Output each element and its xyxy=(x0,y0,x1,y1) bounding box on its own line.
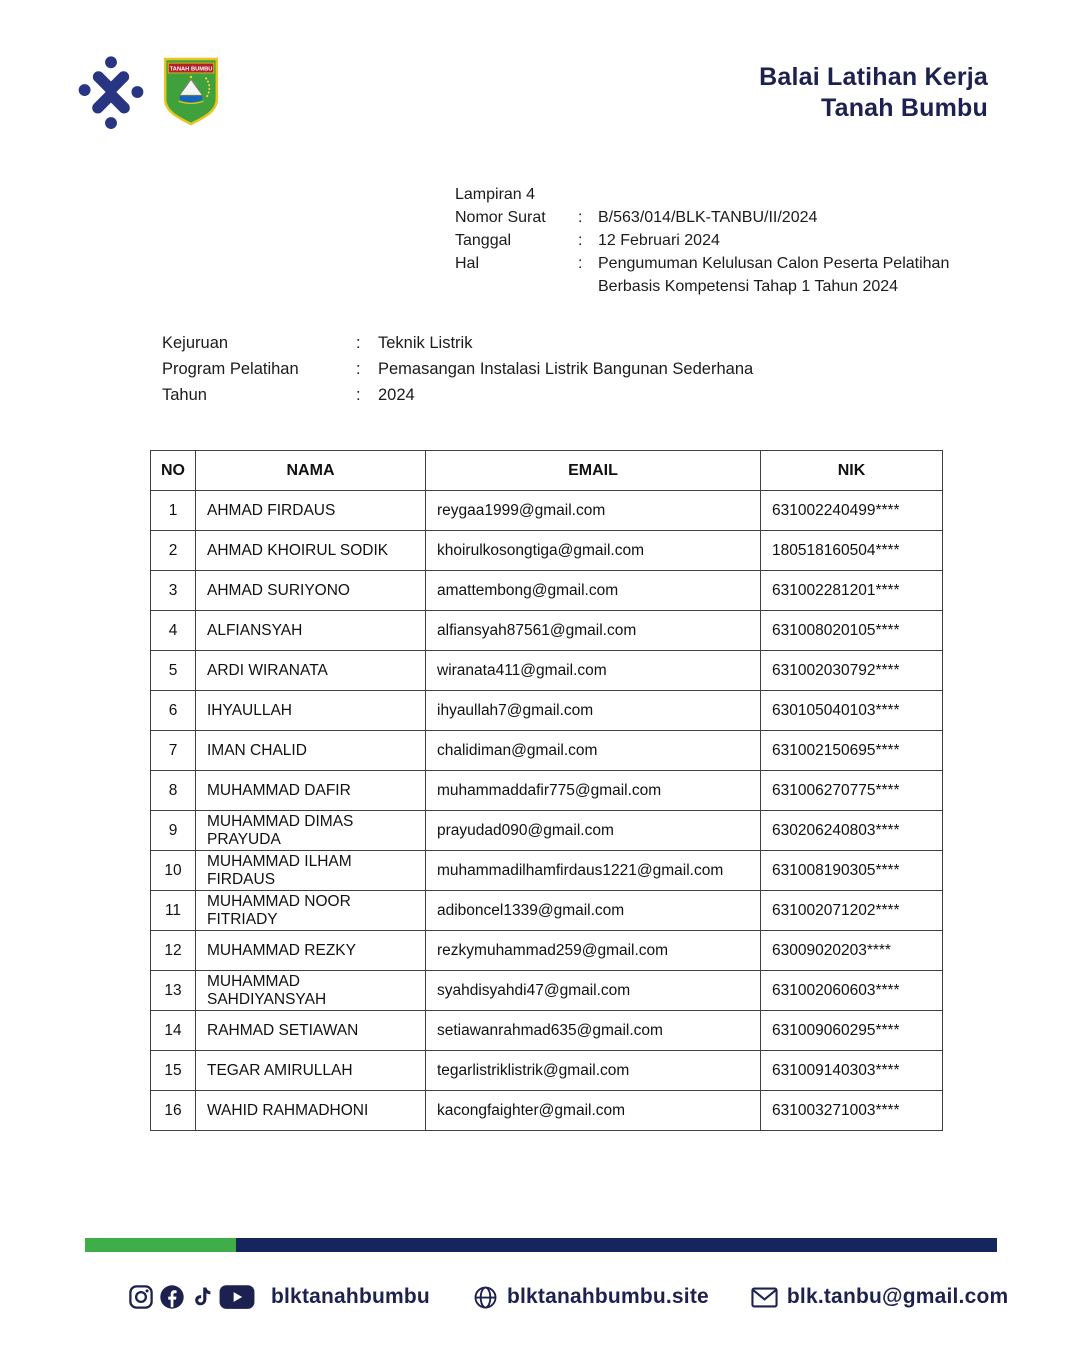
org-title-line2: Tanah Bumbu xyxy=(820,94,988,122)
course-info xyxy=(162,330,998,408)
social-icons xyxy=(128,1284,255,1310)
website-text: blktanahbumbu.site xyxy=(506,1285,709,1308)
tiktok-icon xyxy=(190,1284,214,1310)
cell-no: 5 xyxy=(151,651,196,691)
cell-nik: 631008020105**** xyxy=(761,611,943,651)
cell-nama: AHMAD FIRDAUS xyxy=(196,491,426,531)
cell-no: 10 xyxy=(151,851,196,891)
table-row xyxy=(151,891,943,931)
table-row xyxy=(151,731,943,771)
table-row xyxy=(151,531,943,571)
cell-nik: 631003271003**** xyxy=(761,1091,943,1131)
cell-email: muhammaddafir775@gmail.com xyxy=(426,771,761,811)
meta-separator: : xyxy=(578,209,583,226)
table-row xyxy=(151,1051,943,1091)
cell-nik: 631002030792**** xyxy=(761,651,943,691)
col-header-nama: NAMA xyxy=(196,451,426,491)
cell-nama: TEGAR AMIRULLAH xyxy=(196,1051,426,1091)
cell-nama: MUHAMMAD SAHDIYANSYAH xyxy=(196,971,426,1011)
lampiran-label: Lampiran 4 xyxy=(455,186,536,203)
footer-accent-bar xyxy=(85,1238,997,1252)
org-title-line1: Balai Latihan Kerja xyxy=(759,63,988,91)
cell-nama: RAHMAD SETIAWAN xyxy=(196,1011,426,1051)
table-row xyxy=(151,971,943,1011)
cell-nama: IHYAULLAH xyxy=(196,691,426,731)
meta-separator: : xyxy=(578,255,583,272)
cell-nik: 631002281201**** xyxy=(761,571,943,611)
meta-value-hal: Pengumuman Kelulusan Calon Peserta Pelatihan Berbasis Kompetensi Tahap 1 Tahun 2024 xyxy=(598,255,950,295)
table-row xyxy=(151,931,943,971)
youtube-icon xyxy=(219,1284,255,1310)
cell-email: reygaa1999@gmail.com xyxy=(426,491,761,531)
table-row xyxy=(151,1011,943,1051)
table-row xyxy=(151,851,943,891)
cell-email: syahdisyahdi47@gmail.com xyxy=(426,971,761,1011)
cell-no: 16 xyxy=(151,1091,196,1131)
cell-nama: MUHAMMAD DIMAS PRAYUDA xyxy=(196,811,426,851)
cell-nik: 631002071202**** xyxy=(761,891,943,931)
table-header-row xyxy=(151,451,943,491)
cell-no: 1 xyxy=(151,491,196,531)
cell-nama: MUHAMMAD NOOR FITRIADY xyxy=(196,891,426,931)
mail-icon xyxy=(751,1287,778,1308)
meta-label-tanggal: Tanggal xyxy=(455,232,512,249)
cell-nama: ARDI WIRANATA xyxy=(196,651,426,691)
table-row xyxy=(151,771,943,811)
meta-label-hal: Hal xyxy=(455,255,480,272)
cell-nik: 631002150695**** xyxy=(761,731,943,771)
cell-no: 13 xyxy=(151,971,196,1011)
instagram-icon xyxy=(128,1284,154,1310)
cell-nama: AHMAD SURIYONO xyxy=(196,571,426,611)
cell-nama: MUHAMMAD ILHAM FIRDAUS xyxy=(196,851,426,891)
meta-value-nomor-surat: B/563/014/BLK-TANBU/II/2024 xyxy=(598,209,818,226)
course-separator: : xyxy=(356,334,361,352)
cell-no: 6 xyxy=(151,691,196,731)
cell-email: khoirulkosongtiga@gmail.com xyxy=(426,531,761,571)
meta-label-nomor-surat: Nomor Surat xyxy=(455,209,546,226)
table-row xyxy=(151,651,943,691)
cell-nik: 63009020203**** xyxy=(761,931,943,971)
org-title xyxy=(759,62,988,124)
table-row xyxy=(151,811,943,851)
cell-nama: IMAN CHALID xyxy=(196,731,426,771)
course-label-tahun: Tahun xyxy=(162,386,207,404)
kemnaker-logo-icon xyxy=(78,53,144,133)
cell-email: chalidiman@gmail.com xyxy=(426,731,761,771)
course-value-kejuruan: Teknik Listrik xyxy=(378,334,473,352)
meta-value-tanggal: 12 Februari 2024 xyxy=(598,232,720,249)
social-handle: blktanahbumbu xyxy=(271,1285,430,1308)
cell-no: 12 xyxy=(151,931,196,971)
table-row xyxy=(151,611,943,651)
col-header-no: NO xyxy=(151,451,196,491)
course-value-tahun: 2024 xyxy=(378,386,415,404)
cell-email: rezkymuhammad259@gmail.com xyxy=(426,931,761,971)
cell-nik: 631002240499**** xyxy=(761,491,943,531)
cell-no: 11 xyxy=(151,891,196,931)
cell-nama: AHMAD KHOIRUL SODIK xyxy=(196,531,426,571)
cell-nik: 631006270775**** xyxy=(761,771,943,811)
cell-email: amattembong@gmail.com xyxy=(426,571,761,611)
cell-email: alfiansyah87561@gmail.com xyxy=(426,611,761,651)
footer-contacts xyxy=(128,1284,1008,1310)
course-separator: : xyxy=(356,386,361,404)
col-header-email: EMAIL xyxy=(426,451,761,491)
cell-email: tegarlistriklistrik@gmail.com xyxy=(426,1051,761,1091)
cell-nik: 631009060295**** xyxy=(761,1011,943,1051)
crest-banner-text: TANAH BUMBU xyxy=(169,66,213,73)
cell-nama: WAHID RAHMADHONI xyxy=(196,1091,426,1131)
col-header-nik: NIK xyxy=(761,451,943,491)
email-text: blk.tanbu@gmail.com xyxy=(786,1285,1009,1308)
cell-email: adiboncel1339@gmail.com xyxy=(426,891,761,931)
tanah-bumbu-crest-icon xyxy=(160,54,222,128)
cell-no: 4 xyxy=(151,611,196,651)
course-label-kejuruan: Kejuruan xyxy=(162,334,229,352)
cell-no: 7 xyxy=(151,731,196,771)
cell-no: 8 xyxy=(151,771,196,811)
cell-email: prayudad090@gmail.com xyxy=(426,811,761,851)
letter-meta xyxy=(455,183,996,298)
facebook-icon xyxy=(159,1284,185,1310)
cell-email: muhammadilhamfirdaus1221@gmail.com xyxy=(426,851,761,891)
footer-bar-navy-segment xyxy=(236,1238,997,1252)
cell-email: ihyaullah7@gmail.com xyxy=(426,691,761,731)
cell-nik: 631009140303**** xyxy=(761,1051,943,1091)
cell-nik: 631002060603**** xyxy=(761,971,943,1011)
meta-separator: : xyxy=(578,232,583,249)
course-label-program: Program Pelatihan xyxy=(162,360,299,378)
cell-nama: MUHAMMAD REZKY xyxy=(196,931,426,971)
cell-nama: ALFIANSYAH xyxy=(196,611,426,651)
website-group xyxy=(473,1285,709,1310)
cell-email: kacongfaighter@gmail.com xyxy=(426,1091,761,1131)
cell-nik: 630206240803**** xyxy=(761,811,943,851)
table-row xyxy=(151,571,943,611)
cell-nik: 631008190305**** xyxy=(761,851,943,891)
cell-no: 2 xyxy=(151,531,196,571)
cell-no: 3 xyxy=(151,571,196,611)
table-row xyxy=(151,491,943,531)
course-value-program: Pemasangan Instalasi Listrik Bangunan Sederhana xyxy=(378,360,754,378)
email-group xyxy=(751,1285,1008,1309)
globe-icon xyxy=(473,1285,498,1310)
cell-no: 14 xyxy=(151,1011,196,1051)
cell-no: 9 xyxy=(151,811,196,851)
cell-nik: 630105040103**** xyxy=(761,691,943,731)
cell-nik: 180518160504**** xyxy=(761,531,943,571)
participants-table xyxy=(150,450,943,1131)
cell-no: 15 xyxy=(151,1051,196,1091)
course-separator: : xyxy=(356,360,361,378)
cell-email: setiawanrahmad635@gmail.com xyxy=(426,1011,761,1051)
footer-bar-green-segment xyxy=(85,1238,236,1252)
table-row xyxy=(151,1091,943,1131)
table-row xyxy=(151,691,943,731)
cell-nama: MUHAMMAD DAFIR xyxy=(196,771,426,811)
cell-email: wiranata411@gmail.com xyxy=(426,651,761,691)
